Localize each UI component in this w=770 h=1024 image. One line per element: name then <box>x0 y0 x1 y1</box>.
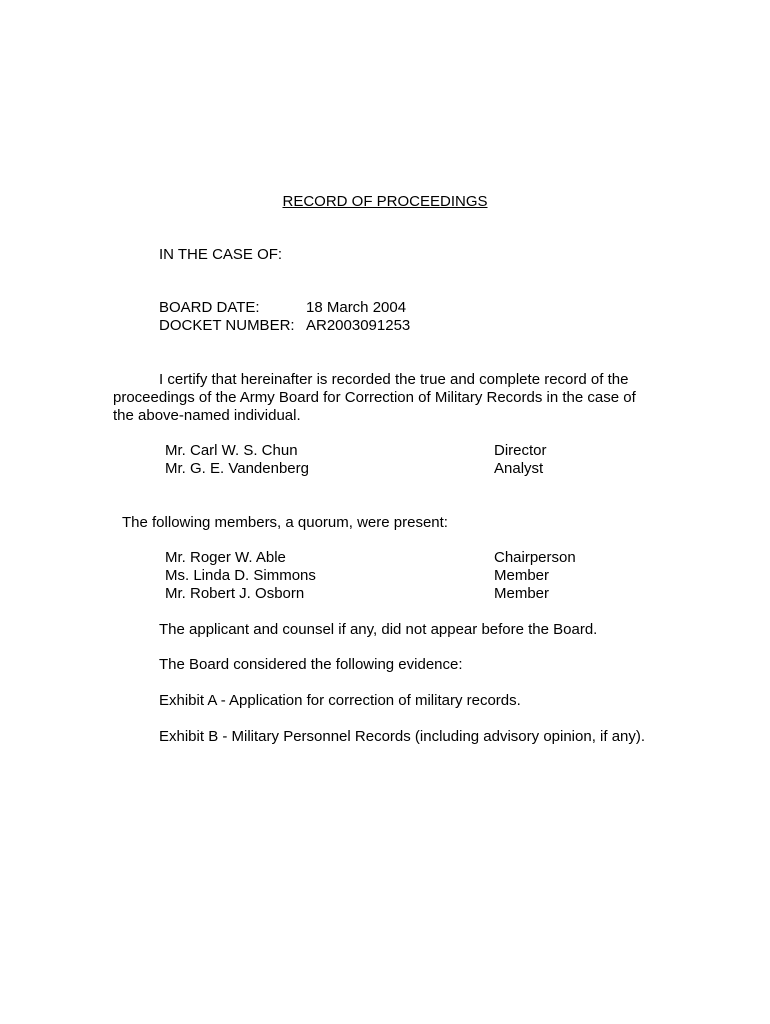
member-name: Mr. Robert J. Osborn <box>165 585 305 602</box>
case-of-label: IN THE CASE OF: <box>159 246 283 263</box>
evidence-statement: The Board considered the following evidence: <box>159 656 463 673</box>
document-title: RECORD OF PROCEEDINGS <box>282 193 488 210</box>
board-date-value: 18 March 2004 <box>306 299 407 316</box>
staff-role: Director <box>494 442 547 459</box>
docket-number-label: DOCKET NUMBER: <box>159 317 295 334</box>
member-role: Member <box>494 567 550 584</box>
docket-number-value: AR2003091253 <box>306 317 411 334</box>
staff-name: Mr. Carl W. S. Chun <box>165 442 298 459</box>
quorum-statement: The following members, a quorum, were present: <box>122 514 448 531</box>
staff-name: Mr. G. E. Vandenberg <box>165 460 309 477</box>
member-name: Mr. Roger W. Able <box>165 549 286 566</box>
member-role: Member <box>494 585 550 602</box>
exhibit-a: Exhibit A - Application for correction of military records. <box>159 692 521 709</box>
board-date-label: BOARD DATE: <box>159 299 260 316</box>
exhibit-b: Exhibit B - Military Personnel Records (including advisory opinion, if any). <box>159 728 646 745</box>
appearance-statement: The applicant and counsel if any, did not appear before the Board. <box>159 621 598 638</box>
certification-paragraph: I certify that hereinafter is recorded the true and complete record of the proceedings of the Army Board for Correction of Military Records in the case of the above-named individual. <box>113 371 636 424</box>
staff-role: Analyst <box>494 460 544 477</box>
member-name: Ms. Linda D. Simmons <box>165 567 316 584</box>
member-role: Chairperson <box>494 549 576 566</box>
